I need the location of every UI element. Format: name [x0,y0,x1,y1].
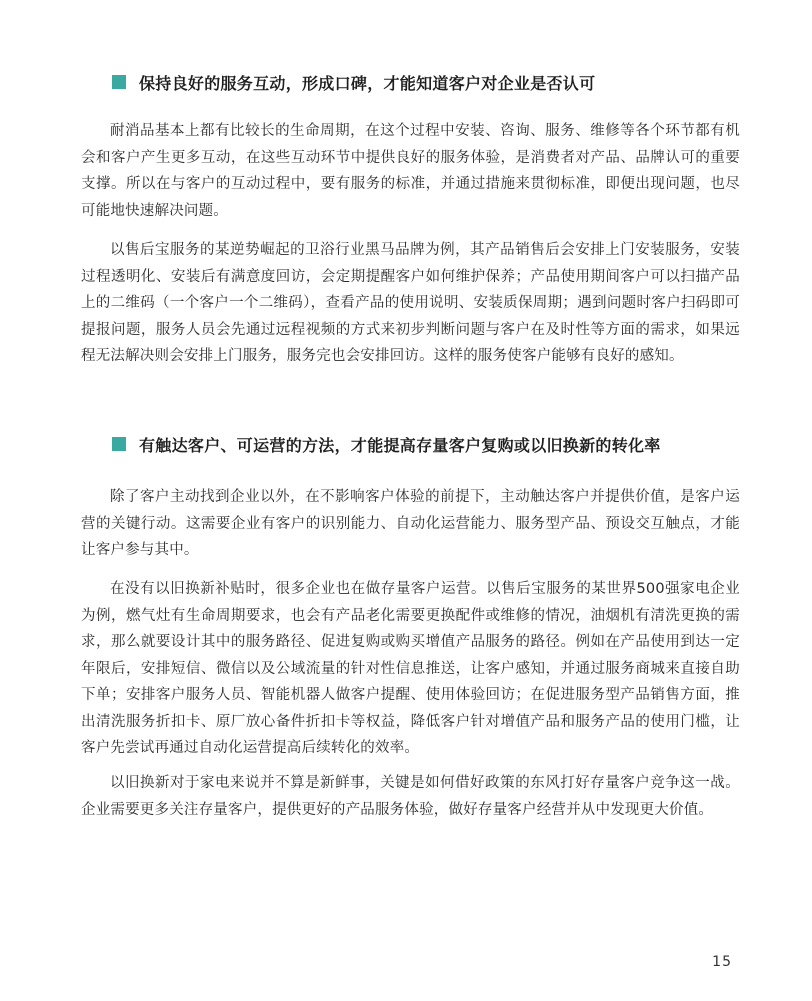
section-heading-2-text: 有触达客户、可运营的方法，才能提高存量客户复购或以旧换新的转化率 [139,435,661,455]
paragraph-4: 在没有以旧换新补贴时，很多企业也在做存量客户运营。以售后宝服务的某世界500强家电企业为例，燃气灶有生命周期要求，也会有产品老化需要更换配件或维修的情况，油烟机有清洗更换的需求，那么就要设计其中的服务路径、促进复购或购买增值产品服务的路径。例如在产品使用到达一定年限后，安排短信、微信以及公域流量的针对性信息推送，让客户感知，并通过服务商城来直接自助下单；安排客户服务人员、智能机器人做客户提醒、使用体验回访；在促进服务型产品销售方面，推出清洗服务折扣卡、原厂放心备件折扣卡等权益，降低客户针对增值产品和服务产品的使用门槛，让客户先尝试再通过自动化运营提高后续转化的效率。 [81,581,740,756]
paragraph-1: 耐消品基本上都有比较长的生命周期，在这个过程中安装、咨询、服务、维修等各个环节都有机会和客户产生更多互动，在这些互动环节中提供良好的服务体验，是消费者对产品、品牌认可的重要支撑。所以在与客户的互动过程中，要有服务的标准，并通过措施来贯彻标准，即便出现问题，也尽可能地快速解决问题。 [81,123,740,219]
paragraph-3: 除了客户主动找到企业以外，在不影响客户体验的前提下，主动触达客户并提供价值，是客户运营的关键行动。这需要企业有客户的识别能力、自动化运营能力、服务型产品、预设交互触点，才能让客户参与其中。 [81,489,740,558]
heading-marker-icon [112,437,126,451]
heading-marker-icon [112,75,126,89]
paragraph-5: 以旧换新对于家电来说并不算是新鲜事，关键是如何借好政策的东风打好存量客户竞争这一战。企业需要更多关注存量客户，提供更好的产品服务体验，做好存量客户经营并从中发现更大价值。 [81,775,740,818]
paragraph-2: 以售后宝服务的某逆势崛起的卫浴行业黑马品牌为例，其产品销售后会安排上门安装服务，安装过程透明化、安装后有满意度回访，会定期提醒客户如何维护保养；产品使用期间客户可以扫描产品上的二维码（一个客户一个二维码），查看产品的使用说明、安装质保周期；遇到问题时客户扫码即可提报问题，服务人员会先通过远程视频的方式来初步判断问题与客户在及时性等方面的需求，如果远程无法解决则会安排上门服务，服务完也会安排回访。这样的服务使客户能够有良好的感知。 [81,242,740,364]
section-heading-1 [112,70,595,94]
section-heading-1-text: 保持良好的服务互动，形成口碑，才能知道客户对企业是否认可 [139,73,596,93]
section-heading-2 [112,432,661,456]
page-number: 15 [712,954,732,970]
